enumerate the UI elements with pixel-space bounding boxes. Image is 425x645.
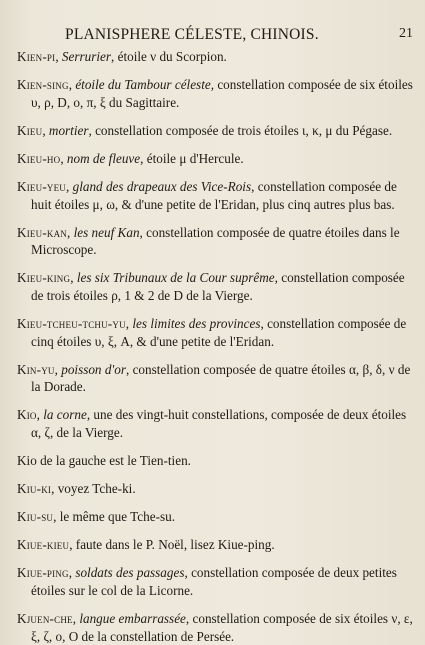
- dictionary-entry: [17, 536, 413, 554]
- entry-text: , constellation composée de trois étoiles ι, κ, μ du Pégase.: [88, 122, 393, 138]
- entry-gloss: poisson d'or: [61, 361, 126, 377]
- entry-headword: Kieu-yeu: [17, 178, 67, 194]
- dictionary-entry: Kiue-ping, soldats des passages, constellation composée de deux petites étoiles sur le col de la Licorne.: [17, 565, 397, 599]
- entry-text: , constellation composée de quatre étoiles α, β, δ, ν de la Dorade.: [31, 361, 411, 395]
- entry-text: , étoile μ d'Hercule.: [140, 150, 244, 166]
- running-title: PLANISPHERE CÉLESTE, CHINOIS.: [65, 26, 319, 43]
- entry-headword: Kien-sing: [17, 77, 69, 93]
- dictionary-entry: Kieu-tcheu-tchu-yu, les limites des provinces, constellation composée de cinq étoiles υ, ξ, A, & d'une petite de l'Eridan.: [17, 316, 407, 349]
- entry-headword: Kiu-ki: [17, 481, 52, 497]
- dictionary-entry: Kjuen-che, langue embarrassée, constellation composée de six étoiles ν, ε, ξ, ζ, ο, O de la constellation de Persée.: [17, 611, 413, 644]
- dictionary-entry: Kieu-yeu, gland des drapeaux des Vice-Rois, constellation composée de huit étoiles μ, ω, & d'une petite de l'Eridan, plus cinq autres plus bas.: [17, 178, 397, 212]
- entry-text: , le même que Tche-su.: [53, 509, 175, 525]
- entry-headword: Kio: [17, 407, 37, 423]
- dictionary-entry: Kien-sing, étoile du Tambour céleste, constellation composée de six étoiles υ, ρ, D, ο, π, ξ du Sagittaire.: [17, 77, 413, 110]
- entry-gloss: les limites des provinces: [132, 316, 261, 332]
- entry-headword: Kjuen-che: [17, 611, 73, 627]
- entry-text: , constellation composée de quatre étoiles dans le Microscope.: [31, 224, 400, 258]
- entry-gloss: Serrurier: [61, 49, 111, 64]
- entry-headword: Kiue-kieu: [17, 537, 70, 553]
- entry-text: , une des vingt-huit constellations, composée de deux étoiles α, ζ, de la Vierge.: [31, 407, 407, 440]
- entry-text: , voyez Tche-ki.: [51, 481, 136, 497]
- entry-headword: Kien-pi: [17, 49, 56, 64]
- entry-gloss: la corne: [43, 407, 87, 423]
- entry-headword: Kieu-ho: [17, 150, 61, 166]
- entry-gloss: les neuf Kan: [73, 224, 140, 240]
- entry-text: , constellation composée de cinq étoiles υ, ξ, A, & d'une petite de l'Eridan.: [31, 316, 407, 349]
- entry-headword: Kin-yu: [17, 361, 55, 377]
- page-header: [17, 26, 413, 48]
- entry-headword: Kieu-kan: [17, 224, 68, 240]
- dictionary-entry: [17, 508, 413, 526]
- entry-gloss: les six Tribunaux de la Cour suprême: [76, 270, 275, 286]
- entry-text: Kio de la gauche est le Tien-tien.: [17, 453, 191, 469]
- dictionary-entry: Kin-yu, poisson d'or, constellation composée de quatre étoiles α, β, δ, ν de la Dorade.: [17, 361, 411, 395]
- entry-headword: Kiue-ping: [17, 565, 69, 581]
- dictionary-entry: [17, 452, 413, 470]
- dictionary-entry: Kieu-king, les six Tribunaux de la Cour suprême, constellation composée de trois étoiles ρ, 1 & 2 de D de la Vierge.: [17, 270, 405, 303]
- entry-text: , constellation composée de deux petites étoiles sur le col de la Licorne.: [31, 565, 397, 599]
- entry-headword: Kieu: [17, 122, 43, 138]
- dictionary-entry: Kieu-kan, les neuf Kan, constellation composée de quatre étoiles dans le Microscope.: [17, 224, 400, 258]
- entry-headword: Kieu-tcheu-tchu-yu: [17, 316, 126, 332]
- entry-gloss: gland des drapeaux des Vice-Rois: [72, 178, 252, 194]
- entry-headword: Kieu-king: [17, 270, 71, 286]
- entry-text: , constellation composée de six étoiles ν, ε, ξ, ζ, ο, O de la constellation de Persée.: [31, 611, 413, 644]
- entry-gloss: étoile du Tambour céleste: [75, 77, 211, 93]
- entry-gloss: soldats des passages: [75, 565, 185, 581]
- entry-text: , constellation composée de huit étoiles μ, ω, & d'une petite de l'Eridan, plus cinq autres plus bas.: [31, 178, 397, 212]
- dictionary-entry: [17, 480, 413, 498]
- entry-text: , faute dans le P. Noël, lisez Kiue-ping.: [69, 537, 275, 553]
- entry-headword: Kiu-su: [17, 509, 54, 525]
- entry-gloss: langue embarrassée: [79, 611, 186, 627]
- dictionary-entry: Kien-pi, Serrurier, étoile ν du Scorpion.: [17, 49, 227, 64]
- entry-text: , étoile ν du Scorpion.: [111, 49, 227, 64]
- entry-gloss: nom de fleuve: [66, 150, 141, 166]
- entry-gloss: mortier: [48, 122, 89, 138]
- dictionary-entry: Kieu, mortier, constellation composée de trois étoiles ι, κ, μ du Pégase.: [17, 122, 393, 138]
- page-number: 21: [399, 26, 413, 41]
- entry-text: , constellation composée de trois étoiles ρ, 1 & 2 de D de la Vierge.: [31, 270, 405, 303]
- entry-list: [17, 48, 413, 645]
- entry-text: , constellation composée de six étoiles υ, ρ, D, ο, π, ξ du Sagittaire.: [31, 77, 413, 110]
- dictionary-entry: Kio, la corne, une des vingt-huit constellations, composée de deux étoiles α, ζ, de la Vierge.: [17, 407, 407, 440]
- dictionary-entry: Kieu-ho, nom de fleuve, étoile μ d'Hercule.: [17, 150, 244, 166]
